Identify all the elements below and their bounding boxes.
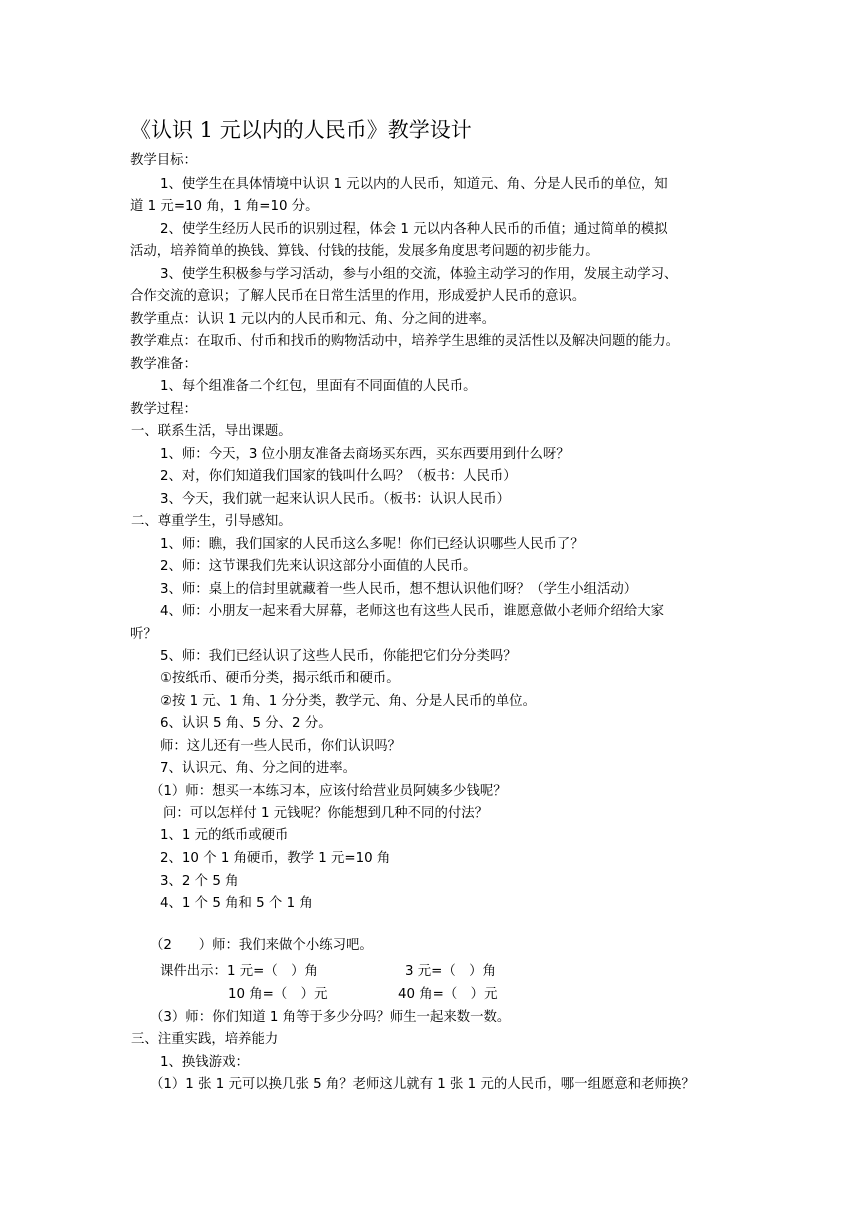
text-line: 问：可以怎样付 1 元钱呢？你能想到几种不同的付法？ — [163, 806, 489, 821]
text-line: 合作交流的意识；了解人民币在日常生活里的作用，形成爱护人民币的意识。 — [130, 289, 586, 304]
exercise-line: 课件出示：1 元=（ ）角 — [160, 964, 318, 979]
text-line: 3、今天，我们就一起来认识人民币。（板书：认识人民币） — [160, 492, 510, 507]
text-line: 教学过程： — [130, 402, 197, 417]
text-line: 2、对，你们知道我们国家的钱叫什么吗？（板书：人民币） — [160, 469, 517, 484]
text-line: 1、每个组准备二个红包，里面有不同面值的人民币。 — [160, 379, 477, 394]
text-line: 7、认识元、角、分之间的进率。 — [160, 761, 356, 776]
text-line: 2、使学生经历人民币的识别过程，体会 1 元以内各种人民币的币值；通过简单的模拟 — [160, 222, 668, 237]
text-line: 1、换钱游戏： — [160, 1055, 249, 1070]
text-line: 1、师：今天，3 位小朋友准备去商场买东西，买东西要用到什么呀？ — [160, 447, 570, 462]
text-line: 听？ — [130, 627, 157, 642]
text-line: 3、2 个 5 角 — [160, 874, 239, 889]
exercise-line: 10 角=（ ）元 — [228, 987, 328, 1002]
text-line: 道 1 元=10 角，1 角=10 分。 — [130, 199, 319, 214]
text-line: 1、1 元的纸币或硬币 — [160, 828, 289, 843]
text-line: ②按 1 元、1 角、1 分分类，教学元、角、分是人民币的单位。 — [160, 694, 536, 709]
text-line: （1）1 张 1 元可以换几张 5 角？老师这儿就有 1 张 1 元的人民币，哪一组愿意和老师换？ — [150, 1077, 695, 1092]
text-line: 3、使学生积极参与学习活动，参与小组的交流，体验主动学习的作用，发展主动学习、 — [160, 267, 678, 282]
exercise-line: 40 角=（ ）元 — [398, 987, 498, 1002]
text-line: 教学目标： — [130, 153, 197, 168]
text-line: 3、师：桌上的信封里就藏着一些人民币，想不想认识他们呀？（学生小组活动） — [160, 582, 638, 597]
text-line: 师：这儿还有一些人民币，你们认识吗？ — [160, 739, 402, 754]
text-line: （2 ）师：我们来做个小练习吧。 — [150, 938, 373, 953]
text-line: 1、师：瞧，我们国家的人民币这么多呢！你们已经认识哪些人民币了？ — [160, 537, 584, 552]
section-heading: 二、尊重学生，引导感知。 — [131, 514, 292, 529]
text-line: 5、师：我们已经认识了这些人民币，你能把它们分分类吗？ — [160, 649, 517, 664]
text-line: （3）师：你们知道 1 角等于多少分吗？师生一起来数一数。 — [150, 1010, 511, 1025]
exercise-line: 3 元=（ ）角 — [405, 964, 496, 979]
text-line: ①按纸币、硬币分类，揭示纸币和硬币。 — [160, 671, 400, 686]
text-line: 教学难点：在取币、付币和找币的购物活动中，培养学生思维的灵活性以及解决问题的能力。 — [130, 334, 680, 349]
text-line: 2、10 个 1 角硬币，教学 1 元=10 角 — [160, 851, 391, 866]
text-line: （1）师：想买一本练习本，应该付给营业员阿姨多少钱呢？ — [150, 784, 507, 799]
section-heading: 三、注重实践，培养能力 — [131, 1032, 279, 1047]
text-line: 教学准备： — [130, 357, 197, 372]
text-line: 教学重点：认识 1 元以内的人民币和元、角、分之间的进率。 — [130, 312, 496, 327]
section-heading: 一、联系生活，导出课题。 — [131, 424, 292, 439]
text-line: 活动，培养简单的换钱、算钱、付钱的技能，发展多角度思考问题的初步能力。 — [130, 244, 599, 259]
text-line: 1、使学生在具体情境中认识 1 元以内的人民币，知道元、角、分是人民币的单位，知 — [160, 177, 668, 192]
text-line: 2、师：这节课我们先来认识这部分小面值的人民币。 — [160, 559, 477, 574]
text-line: 4、师：小朋友一起来看大屏幕，老师这也有这些人民币，谁愿意做小老师介绍给大家 — [160, 604, 664, 619]
text-line: 6、认识 5 角、5 分、2 分。 — [160, 716, 332, 731]
text-line: 4、1 个 5 角和 5 个 1 角 — [160, 896, 313, 911]
document-title: 《认识 1 元以内的人民币》教学设计 — [130, 118, 472, 142]
